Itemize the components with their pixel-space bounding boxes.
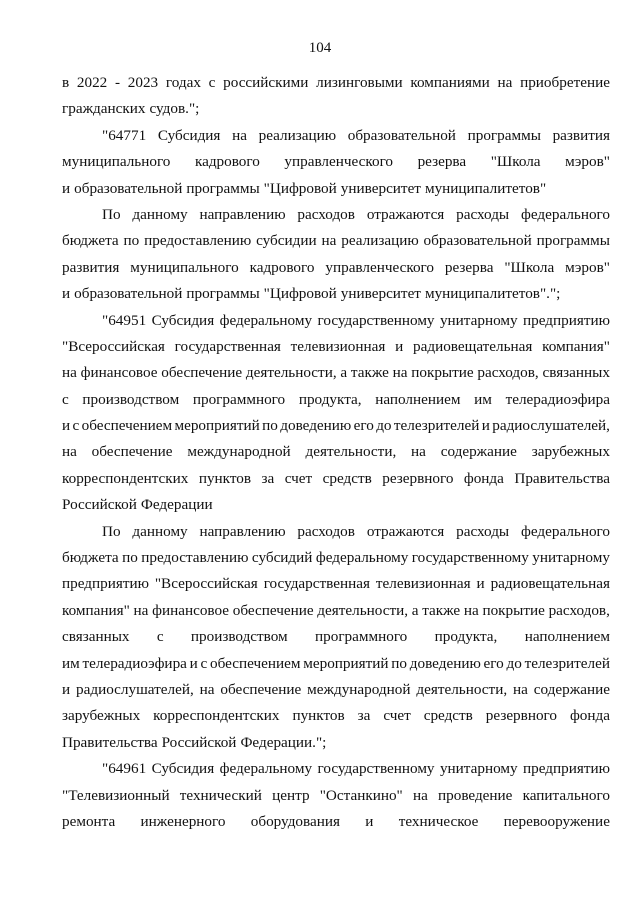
word: на (62, 364, 77, 382)
word: субсидий (251, 549, 313, 567)
word: реализацию (341, 232, 419, 250)
word: предоставлению (141, 549, 249, 567)
word: связанных (542, 364, 610, 382)
word: "Школа (490, 153, 541, 171)
text-line (62, 70, 610, 96)
word: доведению (409, 654, 481, 672)
word: телевизионная (290, 337, 386, 355)
word: производством (190, 628, 288, 646)
word: Федерации."; (240, 733, 327, 751)
word: российскими (223, 74, 309, 91)
word: компаниями (410, 74, 490, 91)
word: государственному (317, 760, 435, 778)
word: по (122, 549, 138, 567)
word: телезрителей (524, 654, 610, 672)
word: покрытие (482, 601, 545, 619)
word: на (199, 680, 215, 698)
text-line (62, 149, 610, 175)
word: за (261, 469, 275, 487)
word: развития (552, 126, 610, 144)
text-line (62, 730, 610, 756)
word: обеспечение (220, 680, 302, 698)
word: расходов (297, 205, 355, 223)
word: в (62, 74, 70, 91)
text-line (62, 439, 610, 465)
word: По (102, 522, 121, 540)
text-line (62, 809, 610, 835)
word: бюджета (62, 549, 119, 567)
document-body (62, 70, 610, 835)
word: на (463, 601, 479, 619)
text-line (62, 783, 610, 809)
word: данному (132, 522, 188, 540)
word: направлению (199, 205, 286, 223)
text-line (62, 387, 610, 413)
word: управленческого (325, 258, 434, 276)
word: мероприятий (174, 417, 260, 435)
word: "64961 (102, 760, 147, 778)
word: муниципального (62, 153, 171, 171)
word: на (513, 680, 528, 698)
text-line (62, 255, 610, 281)
word: с (72, 417, 80, 435)
word: деятельности, (317, 601, 409, 619)
word: деятельности, (245, 364, 337, 382)
word: содержание (533, 680, 610, 698)
word: муниципального (130, 258, 239, 276)
text-line (62, 202, 610, 228)
text-line (62, 466, 610, 492)
word: приобретение (520, 74, 610, 91)
word: "Останкино" (319, 786, 403, 804)
paragraph (62, 123, 610, 202)
word: и (189, 654, 198, 672)
word: продукта, (298, 390, 362, 408)
word: до (376, 417, 392, 435)
word: проведение (438, 786, 513, 804)
text-line (62, 334, 610, 360)
word: международной (187, 443, 291, 461)
word: реализацию (258, 126, 337, 144)
text-line (62, 677, 610, 703)
word: с (156, 628, 164, 646)
word: отражаются (366, 205, 445, 223)
paragraph (62, 756, 610, 835)
word: программного (315, 628, 408, 646)
word: связанных (62, 628, 130, 646)
word: пунктов (292, 707, 345, 725)
word: резервного (382, 469, 454, 487)
word: государственному (317, 311, 435, 329)
word: компания" (542, 337, 610, 355)
word: программы (186, 179, 260, 197)
word: программного (192, 390, 286, 408)
text-line (62, 545, 610, 571)
text-line (62, 756, 610, 782)
word: зарубежных (62, 707, 141, 725)
word: программы (467, 126, 541, 144)
word: с (200, 654, 208, 672)
paragraph (62, 202, 610, 308)
word: 2022 (76, 74, 108, 91)
word: предприятию (523, 311, 610, 329)
word: продукта, (434, 628, 498, 646)
word: Российской (161, 733, 237, 751)
word: его (353, 417, 374, 435)
word: образовательной (74, 179, 183, 197)
word: предприятию (62, 575, 149, 593)
word: "Школа (504, 258, 555, 276)
word: "Телевизионный (62, 786, 170, 804)
text-line (62, 492, 610, 518)
word: радиовещательная (490, 575, 610, 593)
word: счет (284, 469, 313, 487)
word: за (357, 707, 371, 725)
word: деятельности, (416, 680, 508, 698)
word: средств (423, 707, 473, 725)
word: оборудования (250, 812, 340, 830)
word: инженерного (140, 812, 226, 830)
text-line (62, 360, 610, 386)
word: государственному (411, 549, 529, 567)
word: расходов, (477, 364, 539, 382)
word: с (208, 74, 216, 91)
word: и (365, 812, 374, 830)
paragraph (62, 308, 610, 519)
word: на (321, 232, 337, 250)
word: судов."; (149, 100, 200, 118)
word: радиослушателей, (492, 417, 610, 435)
word: направлению (199, 522, 286, 540)
word: унитарному (532, 549, 610, 567)
word: Федерации (140, 496, 213, 514)
word: на (62, 443, 77, 461)
word: расходы (456, 205, 510, 223)
paragraph (62, 519, 610, 757)
word: телерадиоэфира (505, 390, 610, 408)
word: перевооружение (503, 812, 610, 830)
word: телерадиоэфира (82, 654, 187, 672)
word: По (102, 205, 121, 223)
word: развития (62, 258, 120, 276)
word: "Цифровой (263, 285, 337, 303)
text-line (62, 651, 610, 677)
word: финансовое (152, 601, 230, 619)
word: и (62, 179, 71, 197)
word: и (62, 417, 71, 435)
word: расходов (297, 522, 355, 540)
word: корреспондентских (153, 707, 280, 725)
word: мероприятий (303, 654, 389, 672)
word: университет (340, 285, 421, 303)
word: деятельности, (305, 443, 397, 461)
word: до (506, 654, 522, 672)
word: покрытие (411, 364, 474, 382)
word: финансовое (80, 364, 158, 382)
word: "64771 (102, 126, 147, 144)
word: также (422, 601, 461, 619)
word: образовательной (74, 285, 183, 303)
paragraph (62, 70, 610, 123)
word: на (411, 443, 426, 461)
word: обеспечение (91, 443, 173, 461)
word: по (262, 417, 278, 435)
word: центр (272, 786, 310, 804)
word: его (483, 654, 504, 672)
word: - (114, 74, 121, 91)
word: обеспечение (232, 601, 314, 619)
text-line (62, 413, 610, 439)
word: муниципалитетов" (424, 179, 547, 197)
text-line (62, 598, 610, 624)
word: им (474, 390, 492, 408)
word: мэров" (565, 153, 610, 171)
word: программы (186, 285, 260, 303)
word: и (481, 417, 490, 435)
word: содержание (440, 443, 517, 461)
word: техническое (398, 812, 479, 830)
word: производством (82, 390, 180, 408)
word: расходов, (548, 601, 610, 619)
word: гражданских (62, 100, 146, 118)
word: пунктов (198, 469, 252, 487)
word: образовательной (423, 232, 532, 250)
word: программы (536, 232, 610, 250)
word: кадрового (194, 153, 260, 171)
page-number: 104 (308, 40, 332, 56)
word: на (133, 601, 149, 619)
word: муниципалитетов"."; (424, 285, 561, 303)
word: обеспечением (81, 417, 173, 435)
word: капитального (522, 786, 610, 804)
text-line (62, 308, 610, 334)
word: фонда (463, 469, 504, 487)
text-line (62, 624, 610, 650)
word: также (350, 364, 389, 382)
word: 2023 (127, 74, 159, 91)
word: "Всероссийская (154, 575, 258, 593)
word: на (392, 364, 408, 382)
word: наполнением (375, 390, 461, 408)
word: государственная (263, 575, 370, 593)
word: университет (340, 179, 421, 197)
word: унитарному (439, 760, 518, 778)
text-line (62, 123, 610, 149)
word: и (395, 337, 404, 355)
word: кадрового (249, 258, 315, 276)
word: фонда (569, 707, 610, 725)
word: расходы (456, 522, 510, 540)
word: федерального (521, 522, 610, 540)
word: корреспондентских (62, 469, 189, 487)
word: наполнением (524, 628, 610, 646)
word: по (391, 654, 408, 672)
text-line (62, 228, 610, 254)
word: а (411, 601, 419, 619)
word: Субсидия (157, 126, 221, 144)
word: федеральному (315, 549, 409, 567)
word: предприятию (523, 760, 610, 778)
word: Российской (62, 496, 137, 514)
word: на (232, 126, 247, 144)
word: технический (179, 786, 262, 804)
text-line (62, 519, 610, 545)
word: Правительства (62, 733, 158, 751)
word: по (123, 232, 140, 250)
word: а (340, 364, 348, 382)
word: "64951 (102, 311, 147, 329)
word: обеспечение (161, 364, 243, 382)
word: резервного (485, 707, 557, 725)
word: Субсидия (151, 760, 215, 778)
word: телезрителей (393, 417, 480, 435)
word: счет (383, 707, 411, 725)
word: резерва (417, 153, 467, 171)
word: федеральному (219, 760, 313, 778)
word: на (497, 74, 513, 91)
word: "Всероссийская (62, 337, 165, 355)
word: лизинговыми (316, 74, 403, 91)
word: управленческого (284, 153, 394, 171)
text-line (62, 281, 610, 307)
word: федеральному (219, 311, 313, 329)
word: Правительства (514, 469, 610, 487)
text-line (62, 96, 610, 122)
word: "Цифровой (263, 179, 337, 197)
word: и (62, 285, 71, 303)
text-line (62, 571, 610, 597)
text-line (62, 176, 610, 202)
word: радиослушателей, (76, 680, 194, 698)
word: отражаются (366, 522, 445, 540)
word: унитарному (439, 311, 518, 329)
word: обеспечением (210, 654, 301, 672)
word: телевизионная (375, 575, 471, 593)
word: государственная (174, 337, 281, 355)
word: доведению (280, 417, 352, 435)
word: образовательной (347, 126, 456, 144)
word: средств (322, 469, 372, 487)
text-line (62, 703, 610, 729)
word: и (476, 575, 485, 593)
word: им (62, 654, 80, 672)
word: компания" (62, 601, 130, 619)
word: зарубежных (531, 443, 610, 461)
word: радиовещательная (413, 337, 533, 355)
word: мэров" (565, 258, 610, 276)
word: федерального (521, 205, 610, 223)
word: предоставлению (144, 232, 252, 250)
word: бюджета (62, 232, 119, 250)
word: и (62, 680, 71, 698)
word: Субсидия (151, 311, 215, 329)
word: субсидии (256, 232, 317, 250)
word: резерва (444, 258, 494, 276)
word: данному (132, 205, 188, 223)
word: ремонта (62, 812, 116, 830)
word: международной (307, 680, 411, 698)
word: с (62, 390, 69, 408)
word: на (412, 786, 428, 804)
word: годах (165, 74, 201, 91)
